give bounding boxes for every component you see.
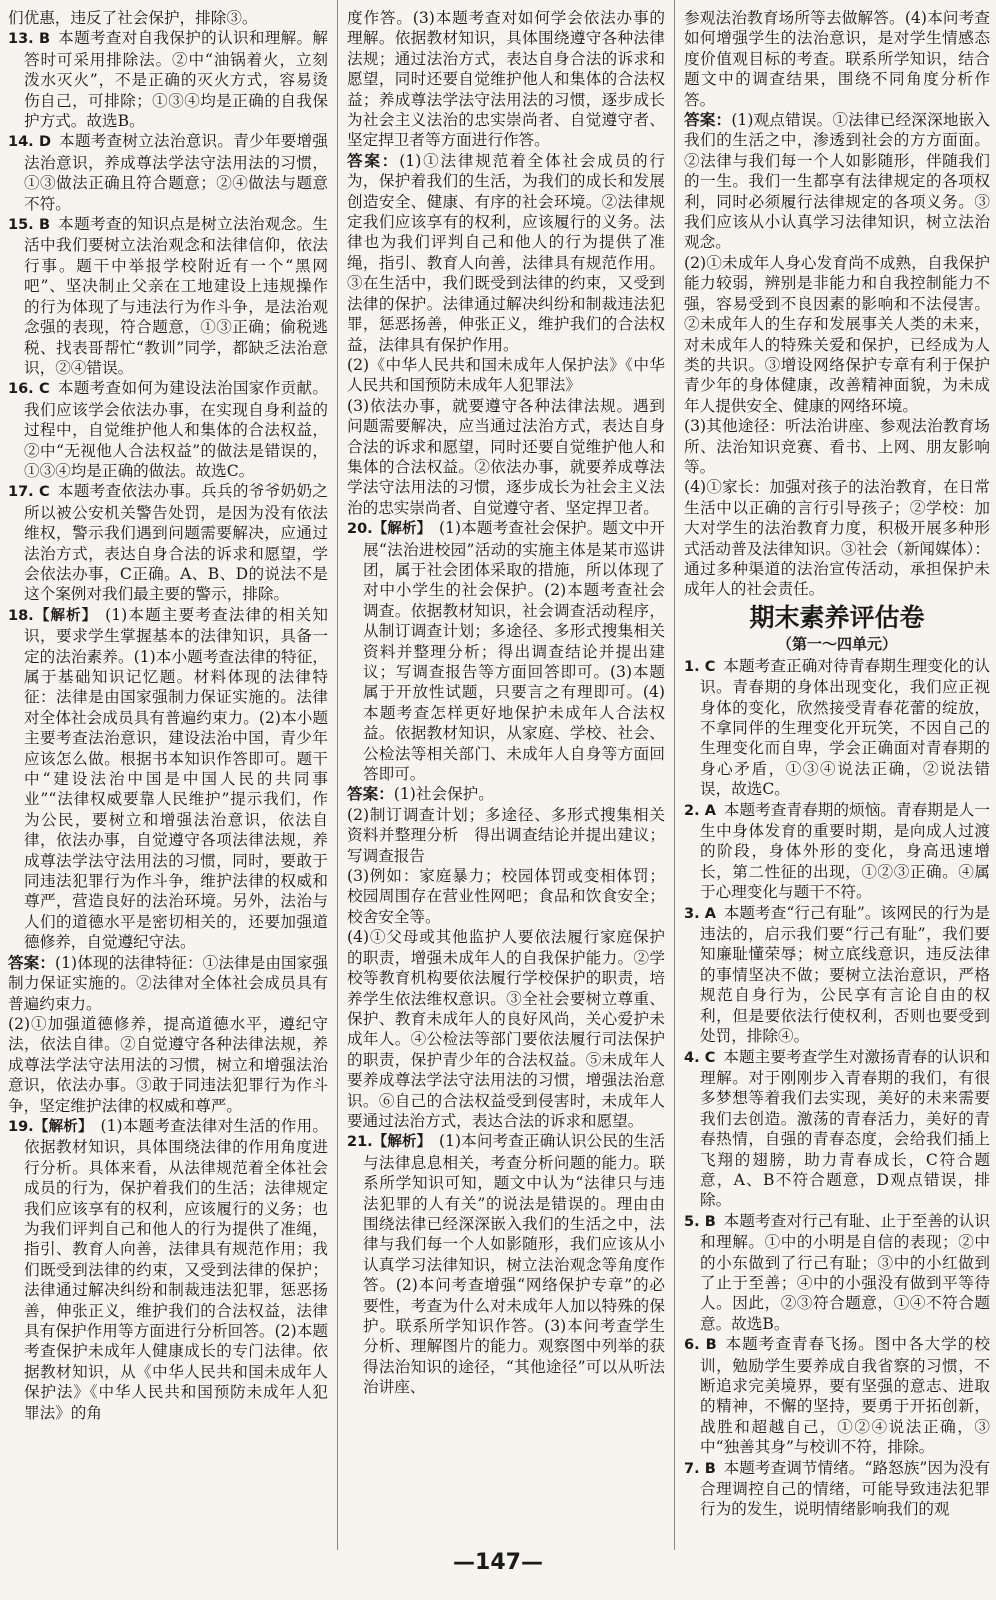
question-number: 21.【解析】 <box>347 1134 432 1151</box>
answer-label: 答案： <box>8 952 56 972</box>
question-number: 3. A <box>684 905 716 922</box>
answer-text: (1)本问考查正确认识公民的生活与法律息息相关，考查分析问题的能力。联系所学知识可知，题文中认为“法律只与违法犯罪的人有关”的说法是错误的。理由由围绕法律已经深深嵌入我们的生活之中，法律与我们每一个人如影随形，我们应该从小认真学习法律知识，树立法治观念等角度作答。(2)本问考查增强“网络保护专章”的必要性，考查为什么对未成年人加以特殊的保护。联系所学知识作答。(3)本问考查学生分析、理解图片的能力。观察图中列举的获得法治知识的途径，“其他途径”可以从听法治讲座、 <box>363 1132 666 1397</box>
answer-column-3 <box>684 8 990 1520</box>
question-number: 20.【解析】 <box>347 521 432 538</box>
answer-item <box>684 800 990 903</box>
answer-text: 本题考查对自我保护的认识和理解。解答时可采用排除法。②中“油锅着火，立刻泼水灭火”，不是正确的灭火方式，容易烫伤自己，可排除；①③④均是正确的自我保护方式。故选B。 <box>24 29 328 131</box>
question-number: 19.【解析】 <box>8 1118 93 1135</box>
answer-column-1 <box>8 8 328 1423</box>
question-number: 16. C <box>8 381 50 398</box>
answer-text: (1)社会保护。 <box>393 785 494 804</box>
answer-item <box>8 481 328 604</box>
answer-text: (3)依法办事，就要遵守各种法律法规。遇到问题需要解决，应当通过法治方式，表达自身合法的诉求和愿望，同时还要自觉维护他人和集体的合法权益。②依法办事，就要养成尊法学法守法用法的习惯，逐步成长为社会主义法治的忠实崇尚者、自觉遵守者、坚定捍卫者。 <box>347 396 665 517</box>
question-number: 1. C <box>684 658 716 675</box>
answer-text: 们优惠，违反了社会保护，排除③。 <box>8 9 258 27</box>
answer-text: (1)观点错误。①法律已经深深地嵌入我们的生活之中，渗透到社会的方方面面。②法律与我们每一个人如影随形，伴随我们的一生。我们一生都享有法律规定的各项权利，同时必须履行法律规定的各项义务。③我们应该从小认真学习法律知识，树立法治观念。 <box>684 111 990 252</box>
answer-text: 本题考查青春期的烦恼。青春期是人一生中身体发育的重要时期，是向成人过渡的阶段，身体外形的变化，身高迅速增长，第二性征的出现，①②③正确。④属于心理变化与题干不符。 <box>700 800 990 902</box>
answer-item <box>684 903 990 1047</box>
answer-paragraph <box>684 416 990 477</box>
answer-text: (4)①父母或其他监护人要依法履行家庭保护的职责，增强未成年人的自我保护能力。②学校等教育机构要依法履行学校保护的职责，培养学生依法维权意识。③全社会要树立尊重、保护、教育未成年人的良好风尚，关心爱护未成年人。④公检法等部门要依法履行司法保护的职责，保护青少年的合法权益。⑤未成年人要养成尊法学法守法用法的习惯，增强法治意识。⑥自己的合法权益受到侵害时，未成年人要通过法治方式，表达合法的诉求和愿望。 <box>347 928 665 1130</box>
answer-text: (4)①家长：加强对孩子的法治教育，在日常生活中以正确的言行引导孩子；②学校：加大对学生的法治教育力度，积极开展多种形式活动普及法律知识。③社会（新闻媒体）：通过多种渠道的法治宣传活动，承担保护未成年人的社会责任。 <box>684 478 990 599</box>
answer-paragraph <box>347 355 665 396</box>
question-number: 17. C <box>8 484 50 501</box>
answer-item <box>347 1131 665 1397</box>
question-number: 7. B <box>684 1460 716 1477</box>
question-number: 6. B <box>684 1337 717 1354</box>
answer-text: 本题考查依法办事。兵兵的爷爷奶奶之所以被公安机关警告处罚，是因为没有依法维权，警示我们遇到问题需要解决，应通过法治方式，表达自身合法的诉求和愿望，学会依法办事，C正确。A、B、D的说法不是这个案例对我们最主要的警示，排除。 <box>24 482 328 604</box>
answer-text: (3)例如：家庭暴力；校园体罚或变相体罚；校园周围存在营业性网吧；食品和饮食安全；校舍安全等。 <box>347 867 665 926</box>
answer-paragraph <box>347 396 665 518</box>
answer-paragraph <box>347 151 665 355</box>
answer-item <box>684 1334 990 1457</box>
answer-text: (2)制订调查计划；多途径、多形式搜集相关资料并整理分析 得出调查结论并提出建议；写调查报告 <box>347 805 665 865</box>
column-3-continued-answers <box>684 8 990 600</box>
answer-paragraph <box>8 1014 328 1116</box>
answer-paragraph <box>684 8 990 110</box>
answer-text: 本题考查青春飞扬。图中各大学的校训，勉励学生要养成自我省察的习惯，不断追求完美境界，要有坚强的意志、进取的精神，不懈的坚持，要勇于开拓创新，战胜和超越自己，①②④说法正确，③中“独善其身”与校训不符，排除。 <box>700 1335 990 1457</box>
answer-text: 本题考查对行己有耻、止于至善的认识和理解。①中的小明是自信的表现；②中的小东做到了行己有耻；③中的小红做到了止于至善；④中的小强没有做到平等待人。因此，②③符合题意，①④不符合题意。故选B。 <box>700 1211 990 1333</box>
answer-text: 本题考查树立法治意识。青少年要增强法治意识，养成尊法学法守法用法的习惯，①③做法正确且符合题意；②④做法与题意不符。 <box>24 132 328 213</box>
answer-paragraph <box>347 784 665 804</box>
question-number: 2. A <box>684 802 716 819</box>
section-subtitle: （第一～四单元） <box>776 634 897 653</box>
answer-text: (1)体现的法律特征：①法律是由国家强制力保证实施的。②法律对全体社会成员具有普遍约束力。 <box>8 953 328 1013</box>
column-divider-2 <box>674 0 675 1550</box>
answer-text: (2)①未成年人身心发育尚不成熟，自我保护能力较弱，辨别是非能力和自我控制能力不强，容易受到不良因素的影响和不法侵害。②未成年人的生存和发展事关人类的未来，对未成年人的特殊关爱和保护，已经成为人类的共识。③增设网络保护专章有利于保护青少年的身体健康，改善精神面貌，为未成年人提供安全、健康的网络环境。 <box>684 253 990 415</box>
answer-item <box>684 1211 990 1334</box>
answer-item <box>8 605 328 953</box>
answer-item <box>8 214 328 378</box>
answer-text: 参观法治教育场所等去做解答。(4)本问考查如何增强学生的法治意识，是对学生情感态度价值观目标的考查。联系所学知识，结合题文中的调查结果，围绕不同角度分析作答。 <box>684 9 990 109</box>
answer-text: 度作答。(3)本题考查对如何学会依法办事的理解。依据教材知识，具体围绕遵守各种法律法规；通过法治方式，表达自身合法的诉求和愿望，同时还要自觉维护他人和集体的合法权益；养成尊法学法守法用法的习惯，逐步成长为社会主义法治的忠实崇尚者、自觉遵守者、坚定捍卫者等方面进行作答。 <box>347 9 665 150</box>
answer-paragraph <box>8 8 328 28</box>
answer-item <box>8 1116 328 1423</box>
answer-label: 答案： <box>347 784 394 804</box>
question-number: 5. B <box>684 1213 716 1230</box>
answer-text: (2)①加强道德修养，提高道德水平，遵纪守法，依法自律。②自觉遵守各种法律法规，养成尊法学法守法用法的习惯，树立和增强法治意识，依法办事。③敢于同违法犯罪行为作斗争，坚定维护法律的权威和尊严。 <box>8 1014 328 1115</box>
question-number: 13. B <box>8 31 51 48</box>
answer-column-2 <box>347 8 665 1398</box>
section-title: 期末素养评估卷 <box>749 602 925 632</box>
answer-text: (1)①法律规范着全体社会成员的行为，保护着我们的生活，为我们的成长和发展创造安全、健康、有序的社会环境。②法律规定我们应该享有的权利，应该履行的义务。法律也为我们评判自己和他人的行为提供了准绳，指引、教育人向善，法律具有规范作用。③在生活中，我们既受到法律的约束，又受到法律的保护。法律通过解决纠纷和制裁违法犯罪，惩恶扬善，伸张正义，维护我们的合法权益，法律具有保护作用。 <box>347 151 665 354</box>
answer-item <box>684 1458 990 1520</box>
page-number: —147— <box>453 1550 543 1575</box>
answer-text: (3)其他途径：听法治讲座、参观法治教育场所、法治知识竞赛、看书、上网、朋友影响等。 <box>684 417 990 476</box>
question-number: 14. D <box>8 134 52 151</box>
answer-item <box>8 378 328 481</box>
answer-item <box>347 518 665 784</box>
answer-paragraph <box>347 8 665 151</box>
answer-text: (2)《中华人民共和国未成年人保护法》《中华人民共和国预防未成年人犯罪法》 <box>347 355 665 395</box>
answer-paragraph <box>684 110 990 253</box>
question-number: 15. B <box>8 217 51 234</box>
final-exam-answers <box>684 656 990 1520</box>
answer-text: (1)本题考查法律对生活的作用。依据教材知识，具体围绕法律的作用角度进行分析。具体来看，从法律规范着全体社会成员的行为，保护着我们的生活；法律规定我们应该享有的权利，应该履行的义务；也为我们评判自己和他人的行为提供了准绳，指引、教育人向善，法律具有规范作用；我们既受到法律的约束，又受到法律的保护；法律通过解决纠纷和制裁违法犯罪，惩恶扬善，伸张正义，维护我们的合法权益，法律具有保护作用等方面进行分析回答。(2)本题考查保护未成年人健康成长的专门法律。依据教材知识，从《中华人民共和国未成年人保护法》《中华人民共和国预防未成年人犯罪法》的角 <box>24 1116 328 1422</box>
answer-text: 本题考查“行己有耻”。该网民的行为是违法的，启示我们要“行己有耻”，我们要知廉耻懂荣辱；树立底线意识，违反法律的事情坚决不做；要树立法治意识，严格规范自身行为，公民享有言论自由的权利，但是要依法行使权利，否则也要受到处罚，排除④。 <box>700 903 990 1046</box>
answer-paragraph <box>347 927 665 1131</box>
answer-item <box>8 131 328 214</box>
question-number: 18.【解析】 <box>8 607 98 624</box>
answer-paragraph <box>8 953 328 1014</box>
answer-item <box>684 1047 990 1211</box>
column-divider-1 <box>337 0 338 1550</box>
answer-item <box>684 656 990 800</box>
answer-label: 答案： <box>347 150 400 170</box>
answer-text: 本题考查正确对待青春期生理变化的认识。青春期的身体出现变化，我们应正视身体的变化，欣然接受青春花蕾的绽放，不拿同伴的生理变化开玩笑，不因自己的生理变化而自卑，学会正确面对青春期的身心矛盾，①③④说法正确，②说法错误，故选C。 <box>700 656 990 799</box>
answer-text: (1)本题考查社会保护。题文中开展“法治进校园”活动的实施主体是某市巡讲团，属于社会团体采取的措施，所以体现了对中小学生的社会保护。(2)本题考查社会调查。依据教材知识，社会调查活动程序，从制订调查计划；多途径、多形式搜集相关资料并整理分析；得出调查结论并提出建议；写调查报告等方面回答即可。(3)本题属于开放性试题，只要言之有理即可。(4)本题考查怎样更好地保护未成年人合法权益。依据教材知识，从家庭、学校、社会、公检法等相关部门、未成年人自身等方面回答即可。 <box>363 519 666 784</box>
answer-text: 本题主要考查学生对激扬青春的认识和理解。对于刚刚步入青春期的我们，有很多梦想等着我们去实现，美好的未来需要我们去创造。激荡的青春活力，美好的青春热情，自强的青春态度，会给我们插上飞翔的翅膀，助力青春成长，C符合题意，A、B不符合题意，D观点错误，排除。 <box>700 1047 990 1210</box>
answer-item <box>8 28 328 131</box>
answer-text: 本题考查调节情绪。“路怒族”因为没有合理调控自己的情绪，可能导致违法犯罪行为的发生，说明情绪影响我们的观 <box>700 1458 990 1519</box>
answer-paragraph <box>684 477 990 599</box>
answer-paragraph <box>347 805 665 866</box>
answer-paragraph <box>347 866 665 927</box>
answer-text: 本题考查如何为建设法治国家作贡献。我们应该学会依法办事，在实现自身利益的过程中，自觉维护他人和集体的合法权益，②中“无视他人合法权益”的做法是错误的，①③④均是正确的做法。故选C。 <box>24 379 328 480</box>
answer-text: (1)本题主要考查法律的相关知识，要求学生掌握基本的法律知识，具备一定的法治素养。(1)本小题考查法律的特征，属于基础知识记忆题。材料体现的法律特征：法律是由国家强制力保证实施的。法律对全体社会成员具有普遍约束力。(2)本小题主要考查法治意识，建设法治中国，青少年应该怎么做。根据书本知识作答即可。题干中“建设法治中国是中国人民的共同事业”“法律权威要靠人民维护”提示我们，作为公民，要树立和增强法治意识，依法自律，依法办事，自觉遵守各项法律法规，养成尊法学法守法用法的习惯，同时，要敢于同违法犯罪行为作斗争，维护法律的权威和尊严，营造良好的法治环境。另外，法治与人们的道德水平是密切相关的，还要加强道德修养，自觉遵纪守法。 <box>24 605 329 952</box>
answer-label: 答案： <box>684 110 732 130</box>
question-number: 4. C <box>684 1049 716 1066</box>
answer-text: 本题考查的知识点是树立法治观念。生活中我们要树立法治观念和法律信仰，依法行事。题干中举报学校附近有一个“黑网吧”、坚决制止父亲在工地建设上违规操作的行为体现了与违法行为作斗争，是法治观念强的表现，符合题意，①③正确；偷税逃税、找表哥帮忙“教训”同学，都缺乏法治意识，②④错误。 <box>24 215 328 377</box>
answer-paragraph <box>684 253 990 416</box>
